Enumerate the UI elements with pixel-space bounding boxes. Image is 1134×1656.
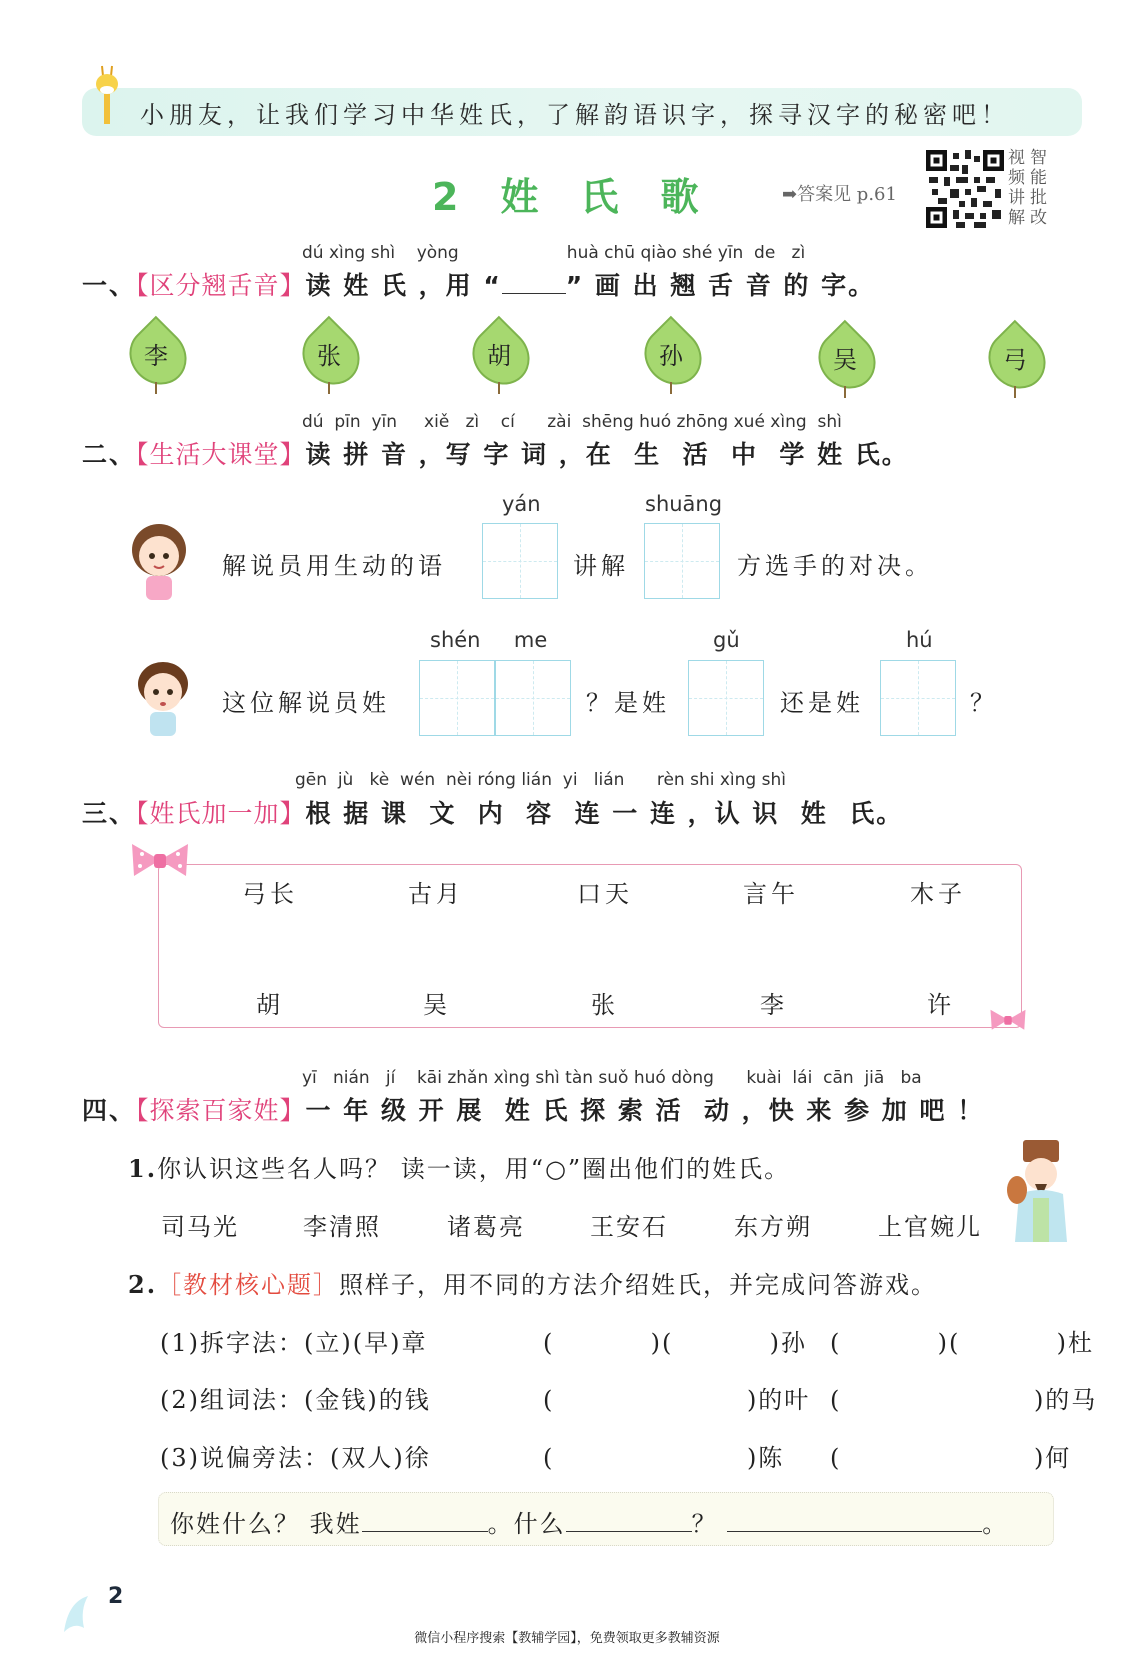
name-item[interactable]: 东方朔 bbox=[734, 1213, 812, 1241]
sentence2-part4: ？ bbox=[970, 689, 998, 717]
leaf-item[interactable]: 弓 bbox=[990, 330, 1044, 390]
name-item[interactable]: 诸葛亮 bbox=[447, 1213, 525, 1241]
sentence1-part2: 讲解 bbox=[573, 552, 629, 580]
method-answer[interactable]: ( )的叶 bbox=[543, 1386, 811, 1414]
answer-reference: ➡答案见 p.61 bbox=[782, 184, 897, 205]
lesson-title: 2 姓 氏 歌 bbox=[432, 175, 699, 219]
intro-text: 小朋友，让我们学习中华姓氏，了解韵语识字，探寻汉字的秘密吧！ bbox=[140, 101, 1010, 129]
sentence1-part1: 解说员用生动的语 bbox=[222, 552, 446, 580]
writing-box[interactable] bbox=[482, 523, 558, 599]
match-item[interactable]: 弓长 bbox=[242, 880, 298, 908]
name-item[interactable]: 李清照 bbox=[303, 1213, 381, 1241]
section1-heading: 一、【区分翘舌音】读 姓 氏 ，用 “ ” 画 出 翘 舌 音 的 字。 bbox=[82, 271, 876, 300]
lesson-number: 2 bbox=[432, 175, 459, 219]
leaf-item[interactable]: 吴 bbox=[820, 330, 874, 390]
question2-text: 2.［教材核心题］照样子，用不同的方法介绍姓氏，并完成问答游戏。 bbox=[128, 1270, 938, 1299]
sentence1-part3: 方选手的对决。 bbox=[737, 552, 933, 580]
section2-pinyin: dú pīn yīn xiě zì cí zài shēng huó zhōng xué xìng shì bbox=[302, 412, 842, 432]
leaf-item[interactable]: 胡 bbox=[474, 326, 528, 386]
section4-pinyin: yī nián jí kāi zhǎn xìng shì tàn suǒ huó dòng kuài lái cān jiā ba bbox=[302, 1068, 922, 1088]
bow-icon bbox=[988, 1006, 1028, 1036]
match-item[interactable]: 许 bbox=[927, 991, 955, 1019]
qr-labels: 视 频 讲 解 智 能 批 改 bbox=[1008, 148, 1047, 228]
method-label: (1)拆字法：(立)(早)章 bbox=[160, 1329, 428, 1357]
section3-pinyin: gēn jù kè wén nèi róng lián yi lián rèn shi xìng shì bbox=[295, 770, 786, 790]
qr-code-icon[interactable] bbox=[926, 150, 1004, 228]
writing-box[interactable] bbox=[495, 660, 571, 736]
name-item[interactable]: 王安石 bbox=[590, 1213, 668, 1241]
match-item[interactable]: 口天 bbox=[577, 880, 633, 908]
leaf-item[interactable]: 张 bbox=[304, 326, 358, 386]
sentence2-part1: 这位解说员姓 bbox=[222, 689, 390, 717]
match-item[interactable]: 吴 bbox=[423, 991, 451, 1019]
what-blank[interactable] bbox=[566, 1531, 692, 1532]
bow-icon bbox=[128, 840, 192, 884]
match-item[interactable]: 言午 bbox=[743, 880, 799, 908]
girl-icon bbox=[128, 520, 190, 606]
method-answer[interactable]: ( )的马 bbox=[830, 1386, 1098, 1414]
leaf-item[interactable]: 孙 bbox=[646, 326, 700, 386]
section3-heading: 三、【姓氏加一加】根 据 课 文 内 容 连 一 连 ，认 识 姓 氏。 bbox=[82, 799, 904, 828]
box-pinyin: shén me bbox=[430, 628, 548, 652]
method-label: (3)说偏旁法：(双人)徐 bbox=[160, 1444, 431, 1472]
match-item[interactable]: 木子 bbox=[910, 880, 966, 908]
surname-blank[interactable] bbox=[362, 1531, 488, 1532]
question1-text: 1.你认识这些名人吗？ 读一读，用“○”圈出他们的姓氏。 bbox=[128, 1154, 791, 1183]
method-answer[interactable]: ( )( )孙 bbox=[543, 1329, 808, 1357]
box-pinyin: shuāng bbox=[645, 492, 723, 516]
method-answer[interactable]: ( )( )杜 bbox=[830, 1329, 1095, 1357]
writing-box[interactable] bbox=[688, 660, 764, 736]
match-item[interactable]: 李 bbox=[760, 991, 788, 1019]
match-item[interactable]: 古月 bbox=[408, 880, 464, 908]
method-label: (2)组词法：(金钱)的钱 bbox=[160, 1386, 431, 1414]
underline-sample bbox=[502, 293, 566, 294]
dialog-line: 你姓什么？ 我姓 。什么 ？ 。 bbox=[170, 1510, 1009, 1538]
method-answer[interactable]: ( )陈 bbox=[543, 1444, 785, 1472]
section4-heading: 四、【探索百家姓】一 年 级 开 展 姓 氏 探 索 活 动 ，快 来 参 加 吧 ！ bbox=[82, 1096, 985, 1125]
writing-box[interactable] bbox=[644, 523, 720, 599]
giraffe-icon bbox=[92, 64, 122, 126]
writing-box[interactable] bbox=[419, 660, 495, 736]
section2-heading: 二、【生活大课堂】读 拼 音 ，写 字 词 ，在 生 活 中 学 姓 氏。 bbox=[82, 440, 909, 469]
name-item[interactable]: 上官婉儿 bbox=[878, 1213, 982, 1241]
box-pinyin: yán bbox=[502, 492, 541, 516]
section1-pinyin: dú xìng shì yòng huà chū qiào shé yīn de zì bbox=[302, 243, 806, 263]
page-number: 2 bbox=[108, 1584, 124, 1609]
boy-icon bbox=[134, 656, 192, 742]
box-pinyin: hú bbox=[906, 628, 933, 652]
scholar-icon bbox=[1005, 1138, 1075, 1248]
match-item[interactable]: 胡 bbox=[256, 991, 284, 1019]
leaf-item[interactable]: 李 bbox=[131, 326, 185, 386]
sentence2-part3: 还是姓 bbox=[780, 689, 864, 717]
match-item[interactable]: 张 bbox=[591, 991, 619, 1019]
box-pinyin: gǔ bbox=[713, 628, 740, 652]
name-item[interactable]: 司马光 bbox=[161, 1213, 239, 1241]
writing-box[interactable] bbox=[880, 660, 956, 736]
method-answer[interactable]: ( )何 bbox=[830, 1444, 1072, 1472]
answer-blank[interactable] bbox=[727, 1531, 982, 1532]
sentence2-part2: ？是姓 bbox=[586, 689, 670, 717]
footer-text: 微信小程序搜索【教辅学园】，免费领取更多教辅资源 bbox=[414, 1631, 720, 1646]
